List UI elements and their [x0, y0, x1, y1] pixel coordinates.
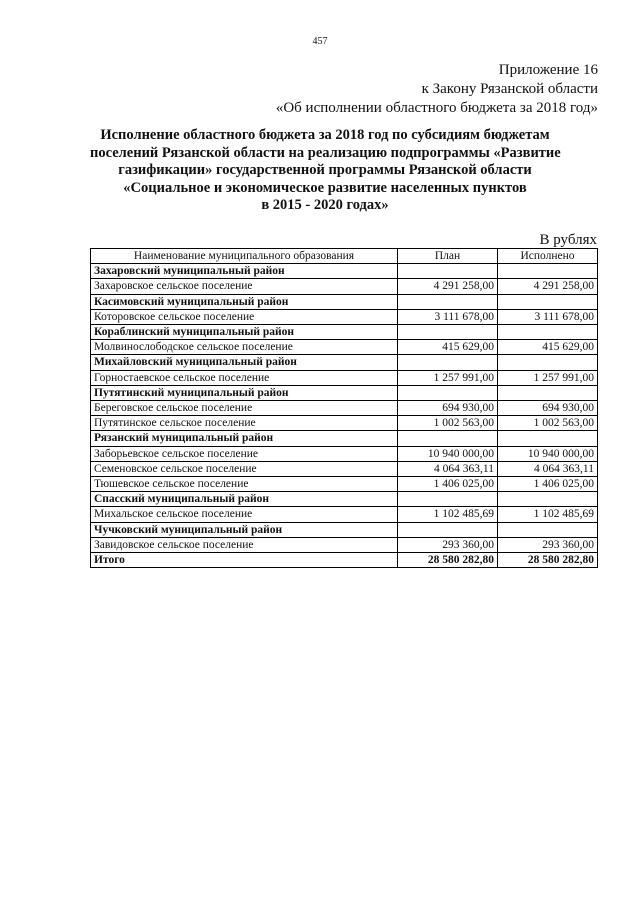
cell-executed: [498, 522, 598, 537]
cell-plan: [398, 522, 498, 537]
cell-executed: [498, 431, 598, 446]
cell-municipality: Захаровский муниципальный район: [91, 264, 398, 279]
table-row: [91, 401, 598, 416]
title-line-2: поселений Рязанской области на реализацию подпрограммы «Развитие: [90, 144, 561, 161]
cell-executed: 1 002 563,00: [498, 416, 598, 431]
cell-municipality: Михайловский муниципальный район: [91, 355, 398, 370]
cell-executed: [498, 294, 598, 309]
table-row: [91, 477, 598, 492]
cell-municipality: Тюшевское сельское поселение: [91, 477, 398, 492]
cell-municipality: Путятинское сельское поселение: [91, 416, 398, 431]
cell-executed: 1 406 025,00: [498, 477, 598, 492]
title-line-4: «Социальное и экономическое развитие населенных пунктов: [123, 179, 527, 196]
table-row: [91, 446, 598, 461]
cell-plan: 3 111 678,00: [398, 309, 498, 324]
cell-plan: [398, 385, 498, 400]
cell-executed: [498, 355, 598, 370]
table-row: [91, 507, 598, 522]
district-row: [91, 385, 598, 400]
budget-table: [90, 248, 598, 568]
cell-executed: [498, 325, 598, 340]
cell-executed: [498, 492, 598, 507]
appendix-line-2: к Закону Рязанской области: [421, 81, 598, 97]
table-row: [91, 537, 598, 552]
header-municipality: Наименование муниципального образования: [91, 249, 398, 264]
document-title: [90, 127, 560, 215]
cell-municipality: Спасский муниципальный район: [91, 492, 398, 507]
district-row: [91, 294, 598, 309]
cell-municipality: Которовское сельское поселение: [91, 309, 398, 324]
cell-municipality: Итого: [91, 553, 398, 568]
units-label: В рублях: [539, 232, 597, 248]
table-row: [91, 309, 598, 324]
cell-plan: 1 257 991,00: [398, 370, 498, 385]
cell-executed: 3 111 678,00: [498, 309, 598, 324]
district-row: [91, 355, 598, 370]
cell-executed: 10 940 000,00: [498, 446, 598, 461]
appendix-line-3: «Об исполнении областного бюджета за 2018 год»: [275, 100, 598, 116]
header-executed: Исполнено: [498, 249, 598, 264]
cell-plan: [398, 264, 498, 279]
cell-municipality: Семеновское сельское поселение: [91, 461, 398, 476]
cell-municipality: Чучковский муниципальный район: [91, 522, 398, 537]
table-row: [91, 416, 598, 431]
table-header-row: [91, 249, 598, 264]
table-row: [91, 461, 598, 476]
cell-executed: 293 360,00: [498, 537, 598, 552]
table-row: [91, 279, 598, 294]
cell-municipality: Рязанский муниципальный район: [91, 431, 398, 446]
cell-plan: [398, 431, 498, 446]
cell-municipality: Захаровское сельское поселение: [91, 279, 398, 294]
cell-plan: 1 406 025,00: [398, 477, 498, 492]
cell-municipality: Путятинский муниципальный район: [91, 385, 398, 400]
cell-plan: [398, 294, 498, 309]
total-row: [91, 553, 598, 568]
cell-municipality: Молвинослободское сельское поселение: [91, 340, 398, 355]
cell-municipality: Касимовский муниципальный район: [91, 294, 398, 309]
table-body: [91, 264, 598, 568]
cell-plan: 694 930,00: [398, 401, 498, 416]
cell-plan: 4 064 363,11: [398, 461, 498, 476]
cell-executed: 415 629,00: [498, 340, 598, 355]
cell-municipality: Михальское сельское поселение: [91, 507, 398, 522]
table-row: [91, 370, 598, 385]
cell-executed: 4 291 258,00: [498, 279, 598, 294]
appendix-reference: [178, 61, 598, 118]
district-row: [91, 264, 598, 279]
district-row: [91, 522, 598, 537]
cell-executed: 694 930,00: [498, 401, 598, 416]
cell-plan: [398, 325, 498, 340]
cell-plan: 28 580 282,80: [398, 553, 498, 568]
cell-executed: 4 064 363,11: [498, 461, 598, 476]
cell-municipality: Заборьевское сельское поселение: [91, 446, 398, 461]
cell-plan: [398, 355, 498, 370]
header-plan: План: [398, 249, 498, 264]
cell-plan: 10 940 000,00: [398, 446, 498, 461]
district-row: [91, 325, 598, 340]
cell-municipality: Береговское сельское поселение: [91, 401, 398, 416]
cell-plan: 4 291 258,00: [398, 279, 498, 294]
title-line-3: газификации» государственной программы Рязанской области: [118, 162, 532, 178]
cell-plan: [398, 492, 498, 507]
cell-plan: 1 002 563,00: [398, 416, 498, 431]
cell-executed: 1 257 991,00: [498, 370, 598, 385]
district-row: [91, 492, 598, 507]
cell-municipality: Кораблинский муниципальный район: [91, 325, 398, 340]
cell-plan: 1 102 485,69: [398, 507, 498, 522]
cell-plan: 293 360,00: [398, 537, 498, 552]
cell-executed: [498, 385, 598, 400]
page-number: 457: [312, 36, 328, 47]
cell-plan: 415 629,00: [398, 340, 498, 355]
cell-municipality: Горностаевское сельское поселение: [91, 370, 398, 385]
cell-executed: 28 580 282,80: [498, 553, 598, 568]
title-line-5: в 2015 - 2020 годах»: [261, 197, 389, 213]
cell-executed: 1 102 485,69: [498, 507, 598, 522]
district-row: [91, 431, 598, 446]
cell-executed: [498, 264, 598, 279]
appendix-line-1: Приложение 16: [498, 62, 598, 78]
title-line-1: Исполнение областного бюджета за 2018 год по субсидиям бюджетам: [100, 127, 550, 143]
table-row: [91, 340, 598, 355]
cell-municipality: Завидовское сельское поселение: [91, 537, 398, 552]
